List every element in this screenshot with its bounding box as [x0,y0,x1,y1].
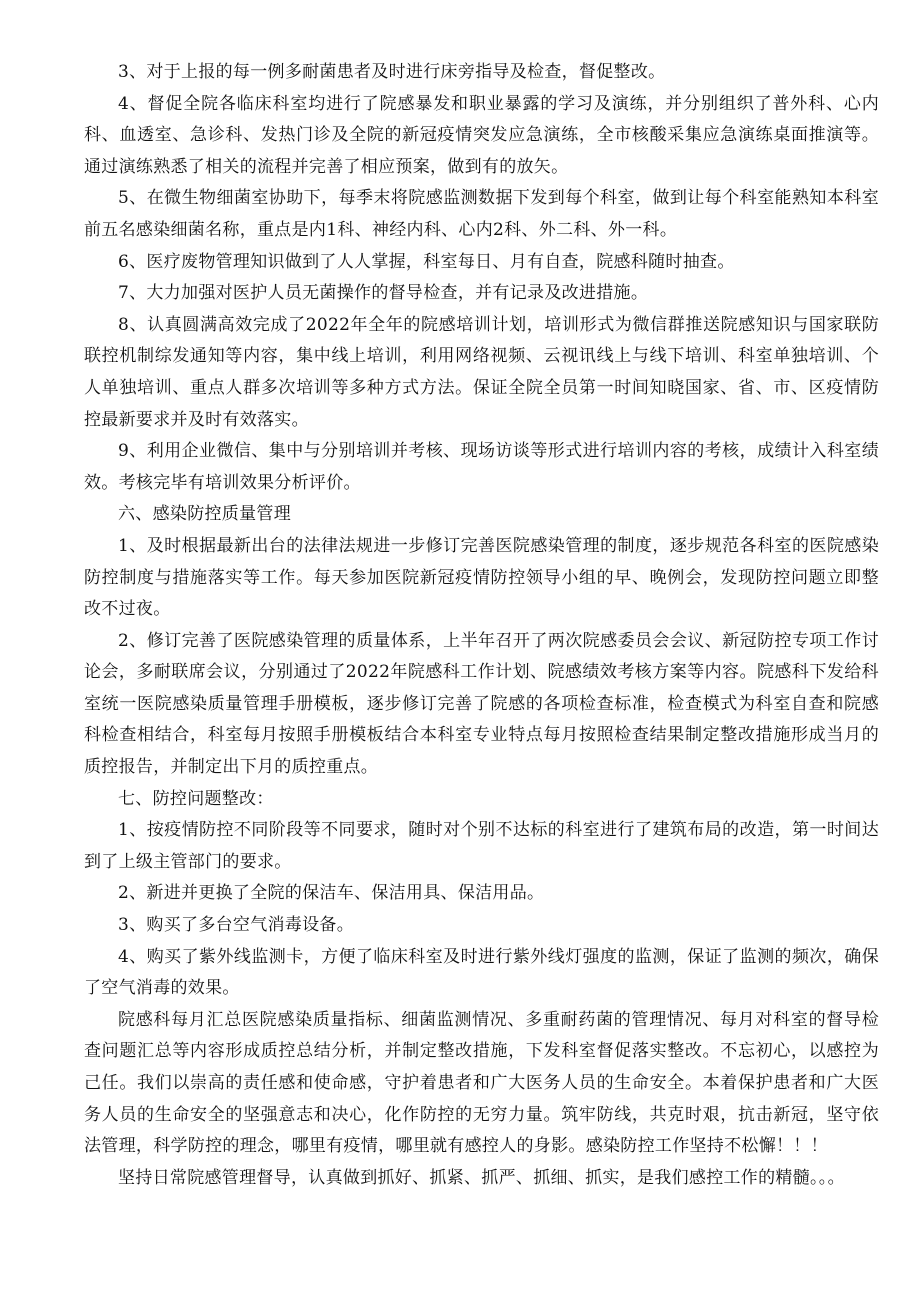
paragraph-item-3: 3、对于上报的每一例多耐菌患者及时进行床旁指导及检查，督促整改。 [118,62,666,82]
section-heading-infection-control-quality: 六、感染防控质量管理 [118,504,291,525]
paragraph-item-9: 9、利用企业微信、集中与分别培训并考核、现场访谈等形式进行培训内容的考核，成绩计入科室绩效。考核完毕有培训效果分析评价。 [84,441,879,493]
paragraph-summary: 院感科每月汇总医院感染质量指标、细菌监测情况、多重耐药菌的管理情况、每月对科室的督导检查问题汇总等内容形成质控总结分析，并制定整改措施，下发科室督促落实整改。不忘初心，以感控为己任。我们以崇高的责任感和使命感，守护着患者和广大医务人员的生命安全。本着保护患者和广大医务人员的生命安全的坚强意志和决心，化作防控的无穷力量。筑牢防线，共克时艰，抗击新冠，坚守依法管理，科学防控的理念，哪里有疫情，哪里就有感控人的身影。感染防控工作坚持不松懈！！！ [84,1009,879,1157]
document-page [84,57,879,1194]
paragraph-item-4: 4、督促全院各临床科室均进行了院感暴发和职业暴露的学习及演练，并分别组织了普外科、心内科、血透室、急诊科、发热门诊及全院的新冠疫情突发应急演练，全市核酸采集应急演练桌面推演等。通过演练熟悉了相关的流程并完善了相应预案，做到有的放矢。 [84,93,879,177]
paragraph-rectification-4: 4、购买了紫外线监测卡，方便了临床科室及时进行紫外线灯强度的监测，保证了监测的频次，确保了空气消毒的效果。 [84,946,879,999]
paragraph-rectification-1: 1、按疫情防控不同阶段等不同要求，随时对个别不达标的科室进行了建筑布局的改造，第一时间达到了上级主管部门的要求。 [84,820,879,872]
paragraph-rectification-3: 3、购买了多台空气消毒设备。 [118,915,355,936]
paragraph-quality-1: 1、及时根据最新出台的法律法规进一步修订完善医院感染管理的制度，逐步规范各科室的医院感染防控制度与措施落实等工作。每天参加医院新冠疫情防控领导小组的早、晚例会，发现防控问题立即整改不过夜。 [84,535,879,620]
paragraph-quality-2: 2、修订完善了医院感染管理的质量体系，上半年召开了两次院感委员会会议、新冠防控专项工作讨论会，多耐联席会议，分别通过了2022年院感科工作计划、院感绩效考核方案等内容。院感科下发给科室统一医院感染质量管理手册模板，逐步修订完善了院感的各项检查标准，检查模式为科室自查和院感科检查相结合，科室每月按照手册模板结合本科室专业特点每月按照检查结果制定整改措施形成当月的质控报告，并制定出下月的质控重点。 [84,630,879,778]
paragraph-closing: 坚持日常院感管理督导，认真做到抓好、抓紧、抓严、抓细、抓实，是我们感控工作的精髓。。。 [118,1167,845,1188]
section-heading-rectification: 七、防控问题整改： [118,788,274,809]
paragraph-item-8: 8、认真圆满高效完成了2022年全年的院感培训计划，培训形式为微信群推送院感知识与国家联防联控机制综发通知等内容，集中线上培训，利用网络视频、云视讯线上与线下培训、科室单独培训、个人单独培训、重点人群多次培训等多种方式方法。保证全院全员第一时间知晓国家、省、市、区疫情防控最新要求并及时有效落实。 [84,314,879,430]
paragraph-item-5: 5、在微生物细菌室协助下，每季末将院感监测数据下发到每个科室，做到让每个科室能熟知本科室前五名感染细菌名称，重点是内1科、神经内科、心内2科、外二科、外一科。 [84,188,879,240]
paragraph-rectification-2: 2、新进并更换了全院的保洁车、保洁用具、保洁用品。 [118,883,545,904]
paragraph-item-7: 7、大力加强对医护人员无菌操作的督导检查，并有记录及改进措施。 [118,283,649,304]
paragraph-item-6: 6、医疗废物管理知识做到了人人掌握，科室每日、月有自查，院感科随时抽查。 [118,251,735,272]
